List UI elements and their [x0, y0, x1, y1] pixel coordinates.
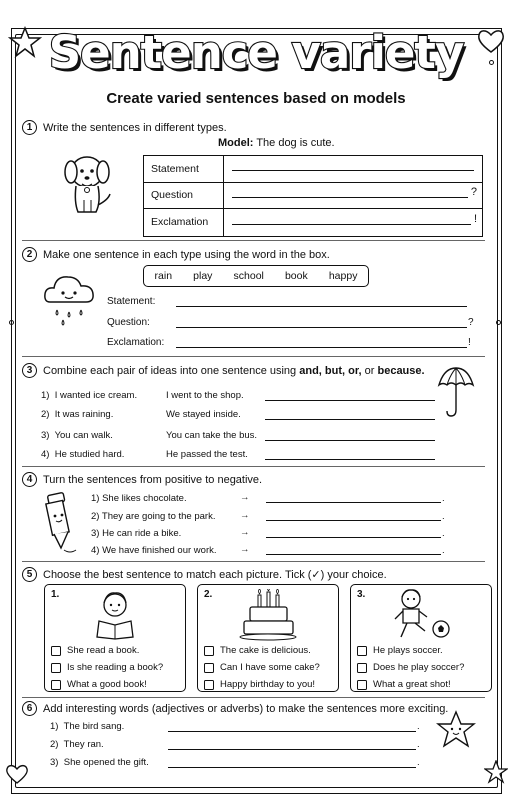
answer-line[interactable]	[266, 528, 441, 538]
section-3-header	[22, 363, 490, 378]
row-label: Exclamation	[144, 209, 224, 236]
checkbox[interactable]	[51, 646, 61, 656]
section-instruction: Write the sentences in different types.	[43, 121, 227, 134]
choice-option[interactable]: He plays soccer.	[357, 645, 443, 656]
idea-b: You can take the bus.	[166, 430, 258, 441]
list-item: 2) They ran.	[50, 739, 104, 750]
section-divider	[22, 466, 485, 467]
answer-line[interactable]	[266, 511, 441, 521]
answer-line[interactable]	[176, 338, 467, 348]
list-item: 3) She opened the gift.	[50, 757, 149, 768]
list-item: 2) They are going to the park.	[91, 511, 216, 522]
answer-line[interactable]	[265, 410, 435, 420]
section-divider	[22, 697, 485, 698]
pencil-illustration	[38, 490, 82, 558]
choice-option[interactable]: Can I have some cake?	[204, 662, 320, 673]
section-4-header	[22, 472, 490, 487]
table-row	[144, 183, 482, 210]
choice-option[interactable]: Happy birthday to you!	[204, 679, 315, 690]
section-number: 6	[22, 701, 37, 716]
section-number: 5	[22, 567, 37, 582]
answer-line[interactable]	[232, 215, 471, 225]
table-row	[144, 209, 482, 236]
smiling-star-illustration	[436, 710, 476, 750]
heart-icon-bottom-left	[4, 762, 30, 786]
answer-line[interactable]	[265, 431, 435, 441]
model-label: Model:	[218, 137, 254, 149]
exclamation-mark: !	[468, 337, 471, 348]
checkbox[interactable]	[357, 680, 367, 690]
list-item: 3) He can ride a bike.	[91, 528, 182, 539]
idea-b: I went to the shop.	[166, 390, 244, 401]
arrow-icon: →	[240, 510, 250, 521]
answer-line[interactable]	[266, 493, 441, 503]
choice-option[interactable]: Does he play soccer?	[357, 662, 464, 673]
row-label: Question	[144, 183, 224, 209]
checkbox[interactable]	[204, 663, 214, 673]
answer-line[interactable]	[176, 318, 467, 328]
dot-decoration	[496, 320, 501, 325]
answer-line[interactable]	[176, 297, 467, 307]
answer-line[interactable]	[265, 391, 435, 401]
checkbox[interactable]	[204, 680, 214, 690]
choice-option[interactable]: She read a book.	[51, 645, 139, 656]
list-item: 1) The bird sang.	[50, 721, 125, 732]
umbrella-illustration	[436, 365, 476, 420]
answer-line[interactable]	[168, 740, 416, 750]
list-item: 3) You can walk.	[41, 430, 113, 441]
model-text: The dog is cute.	[256, 137, 335, 149]
page-title: Sentence variety	[48, 26, 464, 79]
row-label: Statement	[144, 156, 224, 182]
word: happy	[328, 270, 358, 282]
answer-line[interactable]	[168, 758, 416, 768]
question-mark: ?	[468, 317, 474, 328]
question-mark: ?	[470, 186, 477, 199]
choice-option[interactable]: What a great shot!	[357, 679, 451, 690]
section-instruction: Add interesting words (adjectives or adverbs) to make the sentences more exciting.	[43, 702, 449, 715]
picture-box-1: 1. She read a book. Is she reading a book? What a good book!	[44, 584, 186, 692]
list-item: 4) We have finished our work.	[91, 545, 217, 556]
dog-illustration	[56, 150, 116, 220]
section-6-header	[22, 701, 490, 716]
choice-option[interactable]: What a good book!	[51, 679, 147, 690]
list-item: 4) He studied hard.	[41, 449, 125, 460]
statement-label: Statement:	[107, 296, 156, 307]
section-divider	[22, 561, 485, 562]
boy-soccer-illustration	[389, 587, 451, 641]
section-instruction: Combine each pair of ideas into one sentence using and, but, or, or because.	[43, 364, 425, 377]
answer-line[interactable]	[232, 188, 468, 198]
table-row	[144, 156, 482, 183]
rain-cloud-illustration	[40, 268, 100, 328]
idea-b: He passed the test.	[166, 449, 248, 460]
section-divider	[22, 356, 485, 357]
section-number: 3	[22, 363, 37, 378]
choice-option[interactable]: Is she reading a book?	[51, 662, 163, 673]
girl-reading-illustration	[87, 589, 143, 641]
list-item: 1) I wanted ice cream.	[41, 390, 138, 401]
choice-option[interactable]: The cake is delicious.	[204, 645, 311, 656]
arrow-icon: →	[240, 544, 250, 555]
answer-line[interactable]	[265, 450, 435, 460]
dot-decoration	[9, 320, 14, 325]
section-number: 2	[22, 247, 37, 262]
checkbox[interactable]	[204, 646, 214, 656]
list-item: 2) It was raining.	[41, 409, 114, 420]
model-sentence	[218, 137, 335, 149]
section-1-header	[22, 120, 490, 135]
checkbox[interactable]	[51, 680, 61, 690]
picture-choices	[44, 584, 492, 692]
section-instruction: Turn the sentences from positive to negative.	[43, 473, 263, 486]
list-item: 1) She likes chocolate.	[91, 493, 187, 504]
answer-line[interactable]	[168, 722, 416, 732]
picture-box-3: 3. He plays soccer. Does he play soccer? What a great shot!	[350, 584, 492, 692]
section-5-header	[22, 567, 490, 582]
arrow-icon: →	[240, 492, 250, 503]
section-2-header	[22, 247, 490, 262]
word: rain	[154, 270, 173, 282]
section-instruction: Make one sentence in each type using the word in the box.	[43, 248, 330, 261]
word: book	[284, 270, 308, 282]
sentence-types-table	[143, 155, 483, 237]
section-instruction: Choose the best sentence to match each picture. Tick (✓) your choice.	[43, 569, 387, 581]
answer-line[interactable]	[232, 161, 474, 171]
picture-box-2: 2. The cake is delicious. Can I have some cake? Happy birthday to you!	[197, 584, 339, 692]
checkbox[interactable]	[357, 646, 367, 656]
section-number: 4	[22, 472, 37, 487]
section-divider	[22, 240, 485, 241]
word: school	[233, 270, 264, 282]
star-icon-bottom-right	[484, 760, 508, 784]
arrow-icon: →	[240, 527, 250, 538]
birthday-cake-illustration	[238, 589, 298, 641]
answer-line[interactable]	[266, 545, 441, 555]
section-number: 1	[22, 120, 37, 135]
word-box	[143, 265, 369, 287]
page-subtitle: Create varied sentences based on models	[106, 90, 406, 107]
word: play	[193, 270, 213, 282]
checkbox[interactable]	[51, 663, 61, 673]
question-label: Question:	[107, 317, 150, 328]
exclamation-label: Exclamation:	[107, 337, 165, 348]
idea-b: We stayed inside.	[166, 409, 241, 420]
checkbox[interactable]	[357, 663, 367, 673]
exclamation-mark: !	[473, 213, 477, 226]
